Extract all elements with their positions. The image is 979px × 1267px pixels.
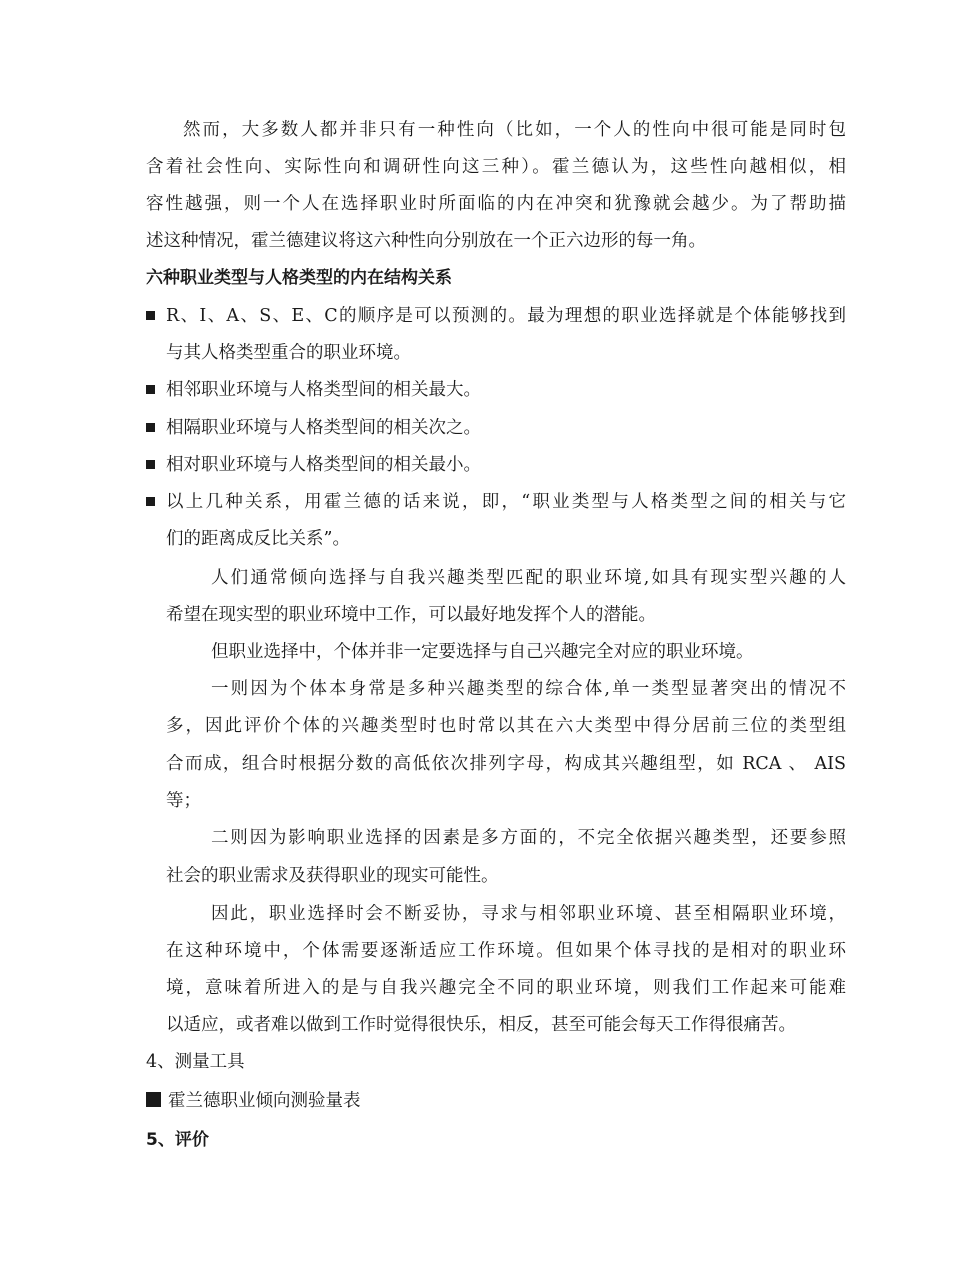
bullet-continuation: 与其人格类型重合的职业环境。 xyxy=(166,343,411,363)
paragraph-line: 合而成，组合时根据分数的高低依次排列字母，构成其兴趣组型，如 RCA 、 AIS xyxy=(166,754,846,774)
paragraph-line: 容性越强，则一个人在选择职业时所面临的内在冲突和犹豫就会越少。为了帮助描 xyxy=(146,194,846,214)
bullet-text: 以上几种关系，用霍兰德的话来说，即，“职业类型与人格类型之间的相关与它 xyxy=(166,492,846,512)
paragraph-line: 境，意味着所进入的是与自我兴趣完全不同的职业环境，则我们工作起来可能难 xyxy=(166,978,846,998)
bullet-square-icon xyxy=(146,1092,161,1107)
paragraph-line: 但职业选择中，个体并非一定要选择与自己兴趣完全对应的职业环境。 xyxy=(211,642,754,662)
bullet-text: 相对职业环境与人格类型间的相关最小。 xyxy=(166,455,481,475)
bullet-continuation: 们的距离成反比关系”。 xyxy=(166,529,350,549)
bullet-item xyxy=(146,304,846,328)
bullet-text: R、I、A、S、E、C的顺序是可以预测的。最为理想的职业选择就是个体能够找到 xyxy=(166,306,846,326)
tool-item xyxy=(146,1089,846,1113)
paragraph-line: 因此，职业选择时会不断妥协，寻求与相邻职业环境、甚至相隔职业环境， xyxy=(211,904,846,924)
tool-item-text: 霍兰德职业倾向测验量表 xyxy=(168,1091,361,1111)
section-title: 4、测量工具 xyxy=(146,1052,245,1072)
paragraph-line: 含着社会性向、实际性向和调研性向这三种）。霍兰德认为，这些性向越相似，相 xyxy=(146,157,846,177)
paragraph-line: 社会的职业需求及获得职业的现实可能性。 xyxy=(166,866,499,886)
paragraph-line: 在这种环境中，个体需要逐渐适应工作环境。但如果个体寻找的是相对的职业环 xyxy=(166,941,846,961)
paragraph-line: 述这种情况，霍兰德建议将这六种性向分别放在一个正六边形的每一角。 xyxy=(146,231,706,251)
paragraph-line: 人们通常倾向选择与自我兴趣类型匹配的职业环境,如具有现实型兴趣的人 xyxy=(211,568,846,588)
bullet-text: 相隔职业环境与人格类型间的相关次之。 xyxy=(166,418,481,438)
bullet-item xyxy=(146,416,846,440)
bullet-item xyxy=(146,378,846,402)
section-heading: 六种职业类型与人格类型的内在结构关系 xyxy=(146,268,452,288)
bullet-item xyxy=(146,453,846,477)
bullet-square-icon xyxy=(146,311,155,320)
bullet-square-icon xyxy=(146,497,155,506)
bullet-square-icon xyxy=(146,423,155,432)
paragraph-line: 然而，大多数人都并非只有一种性向（比如，一个人的性向中很可能是同时包 xyxy=(183,120,846,140)
paragraph-line: 多，因此评价个体的兴趣类型时也时常以其在六大类型中得分居前三位的类型组 xyxy=(166,716,846,736)
bullet-square-icon xyxy=(146,460,155,469)
paragraph-line: 希望在现实型的职业环境中工作，可以最好地发挥个人的潜能。 xyxy=(166,605,656,625)
section-title: 5、评价 xyxy=(146,1130,209,1150)
paragraph-line: 二则因为影响职业选择的因素是多方面的，不完全依据兴趣类型，还要参照 xyxy=(211,828,846,848)
bullet-square-icon xyxy=(146,385,155,394)
paragraph-line: 一则因为个体本身常是多种兴趣类型的综合体,单一类型显著突出的情况不 xyxy=(211,679,846,699)
paragraph-line: 等； xyxy=(166,791,201,811)
bullet-text: 相邻职业环境与人格类型间的相关最大。 xyxy=(166,380,481,400)
paragraph-line: 以适应，或者难以做到工作时觉得很快乐，相反，甚至可能会每天工作得很痛苦。 xyxy=(166,1015,796,1035)
bullet-item xyxy=(146,490,846,514)
